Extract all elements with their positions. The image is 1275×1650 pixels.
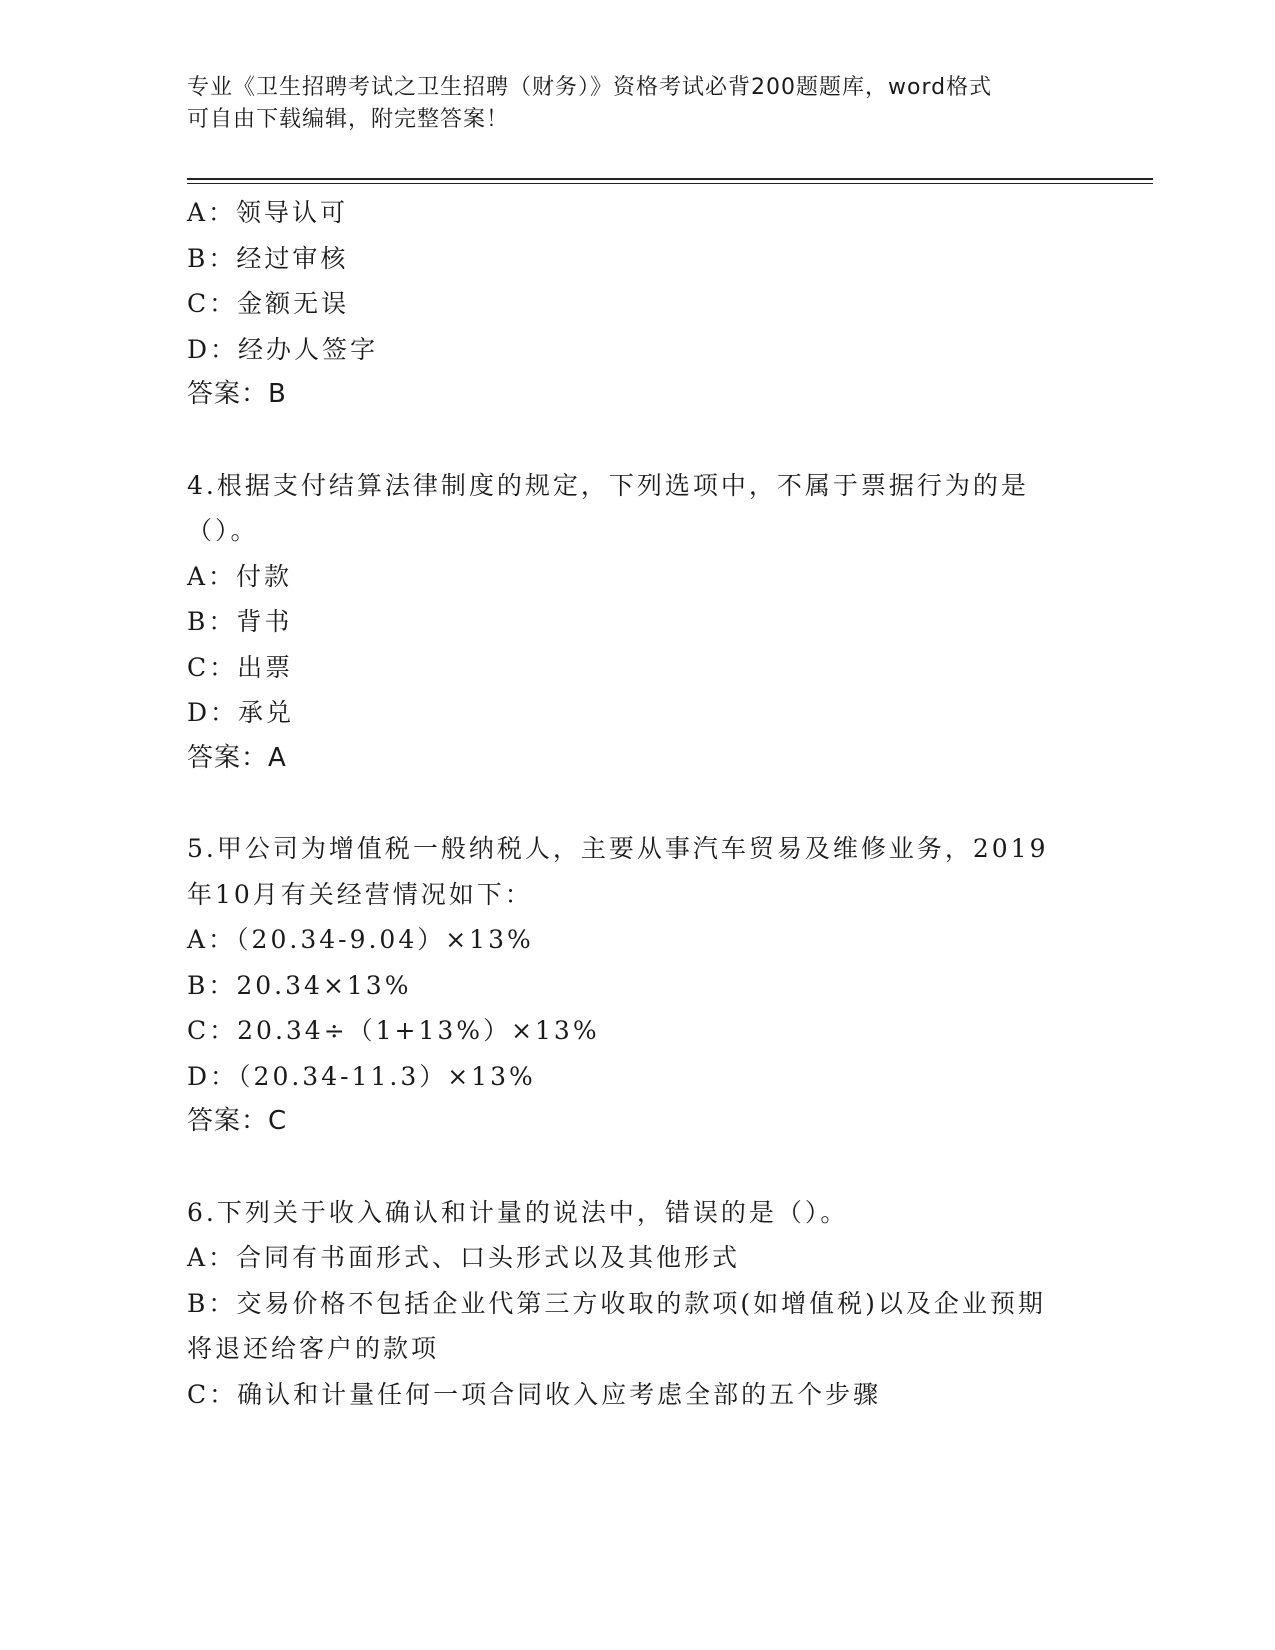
question-4 [187, 463, 1087, 782]
option-c: C：出票 [187, 652, 294, 682]
document-header [187, 72, 1067, 136]
question-stem-cont: 年10月有关经营情况如下： [187, 879, 533, 909]
option-b: B：背书 [187, 607, 293, 636]
question-3 [187, 190, 1087, 418]
option-b: B：20.34×13% [187, 970, 412, 1000]
question-6 [187, 1190, 1087, 1418]
header-divider-thick [187, 178, 1153, 180]
option-d: D：经办人签字 [187, 334, 379, 364]
header-line-2: 可自由下载编辑，附完整答案！ [187, 107, 510, 132]
header-divider-thin [187, 183, 1153, 184]
question-stem: 6.下列关于收入确认和计量的说法中，错误的是（）。 [187, 1197, 849, 1227]
option-a: A：领导认可 [187, 198, 349, 227]
answer: 答案：C [187, 1106, 288, 1136]
option-c: C：确认和计量任何一项合同收入应考虑全部的五个步骤 [187, 1379, 882, 1409]
option-c: C：20.34÷（1+13%）×13% [187, 1016, 600, 1045]
question-stem: 5.甲公司为增值税一般纳税人，主要从事汽车贸易及维修业务，2019 [187, 834, 1049, 863]
option-a: A：付款 [187, 561, 293, 591]
option-a: A：（20.34-9.04）×13% [187, 925, 534, 954]
answer: 答案：B [187, 379, 287, 409]
option-b-cont: 将退还给客户的款项 [187, 1334, 440, 1363]
option-b: B：交易价格不包括企业代第三方收取的款项(如增值税)以及企业预期 [187, 1288, 1046, 1318]
question-stem: 4.根据支付结算法律制度的规定，下列选项中，不属于票据行为的是 [187, 470, 1029, 500]
question-content [187, 190, 1087, 1417]
question-5 [187, 826, 1087, 1145]
option-c: C：金额无误 [187, 289, 350, 318]
option-b: B：经过审核 [187, 243, 349, 273]
option-d: D：承兑 [187, 698, 295, 727]
answer: 答案：A [187, 742, 287, 773]
header-line-1: 专业《卫生招聘考试之卫生招聘（财务）》资格考试必背200题题库，word格式 [187, 75, 993, 100]
option-d: D：（20.34-11.3）×13% [187, 1061, 536, 1091]
question-stem-cont: （）。 [187, 516, 259, 545]
option-a: A：合同有书面形式、口头形式以及其他形式 [187, 1243, 741, 1272]
